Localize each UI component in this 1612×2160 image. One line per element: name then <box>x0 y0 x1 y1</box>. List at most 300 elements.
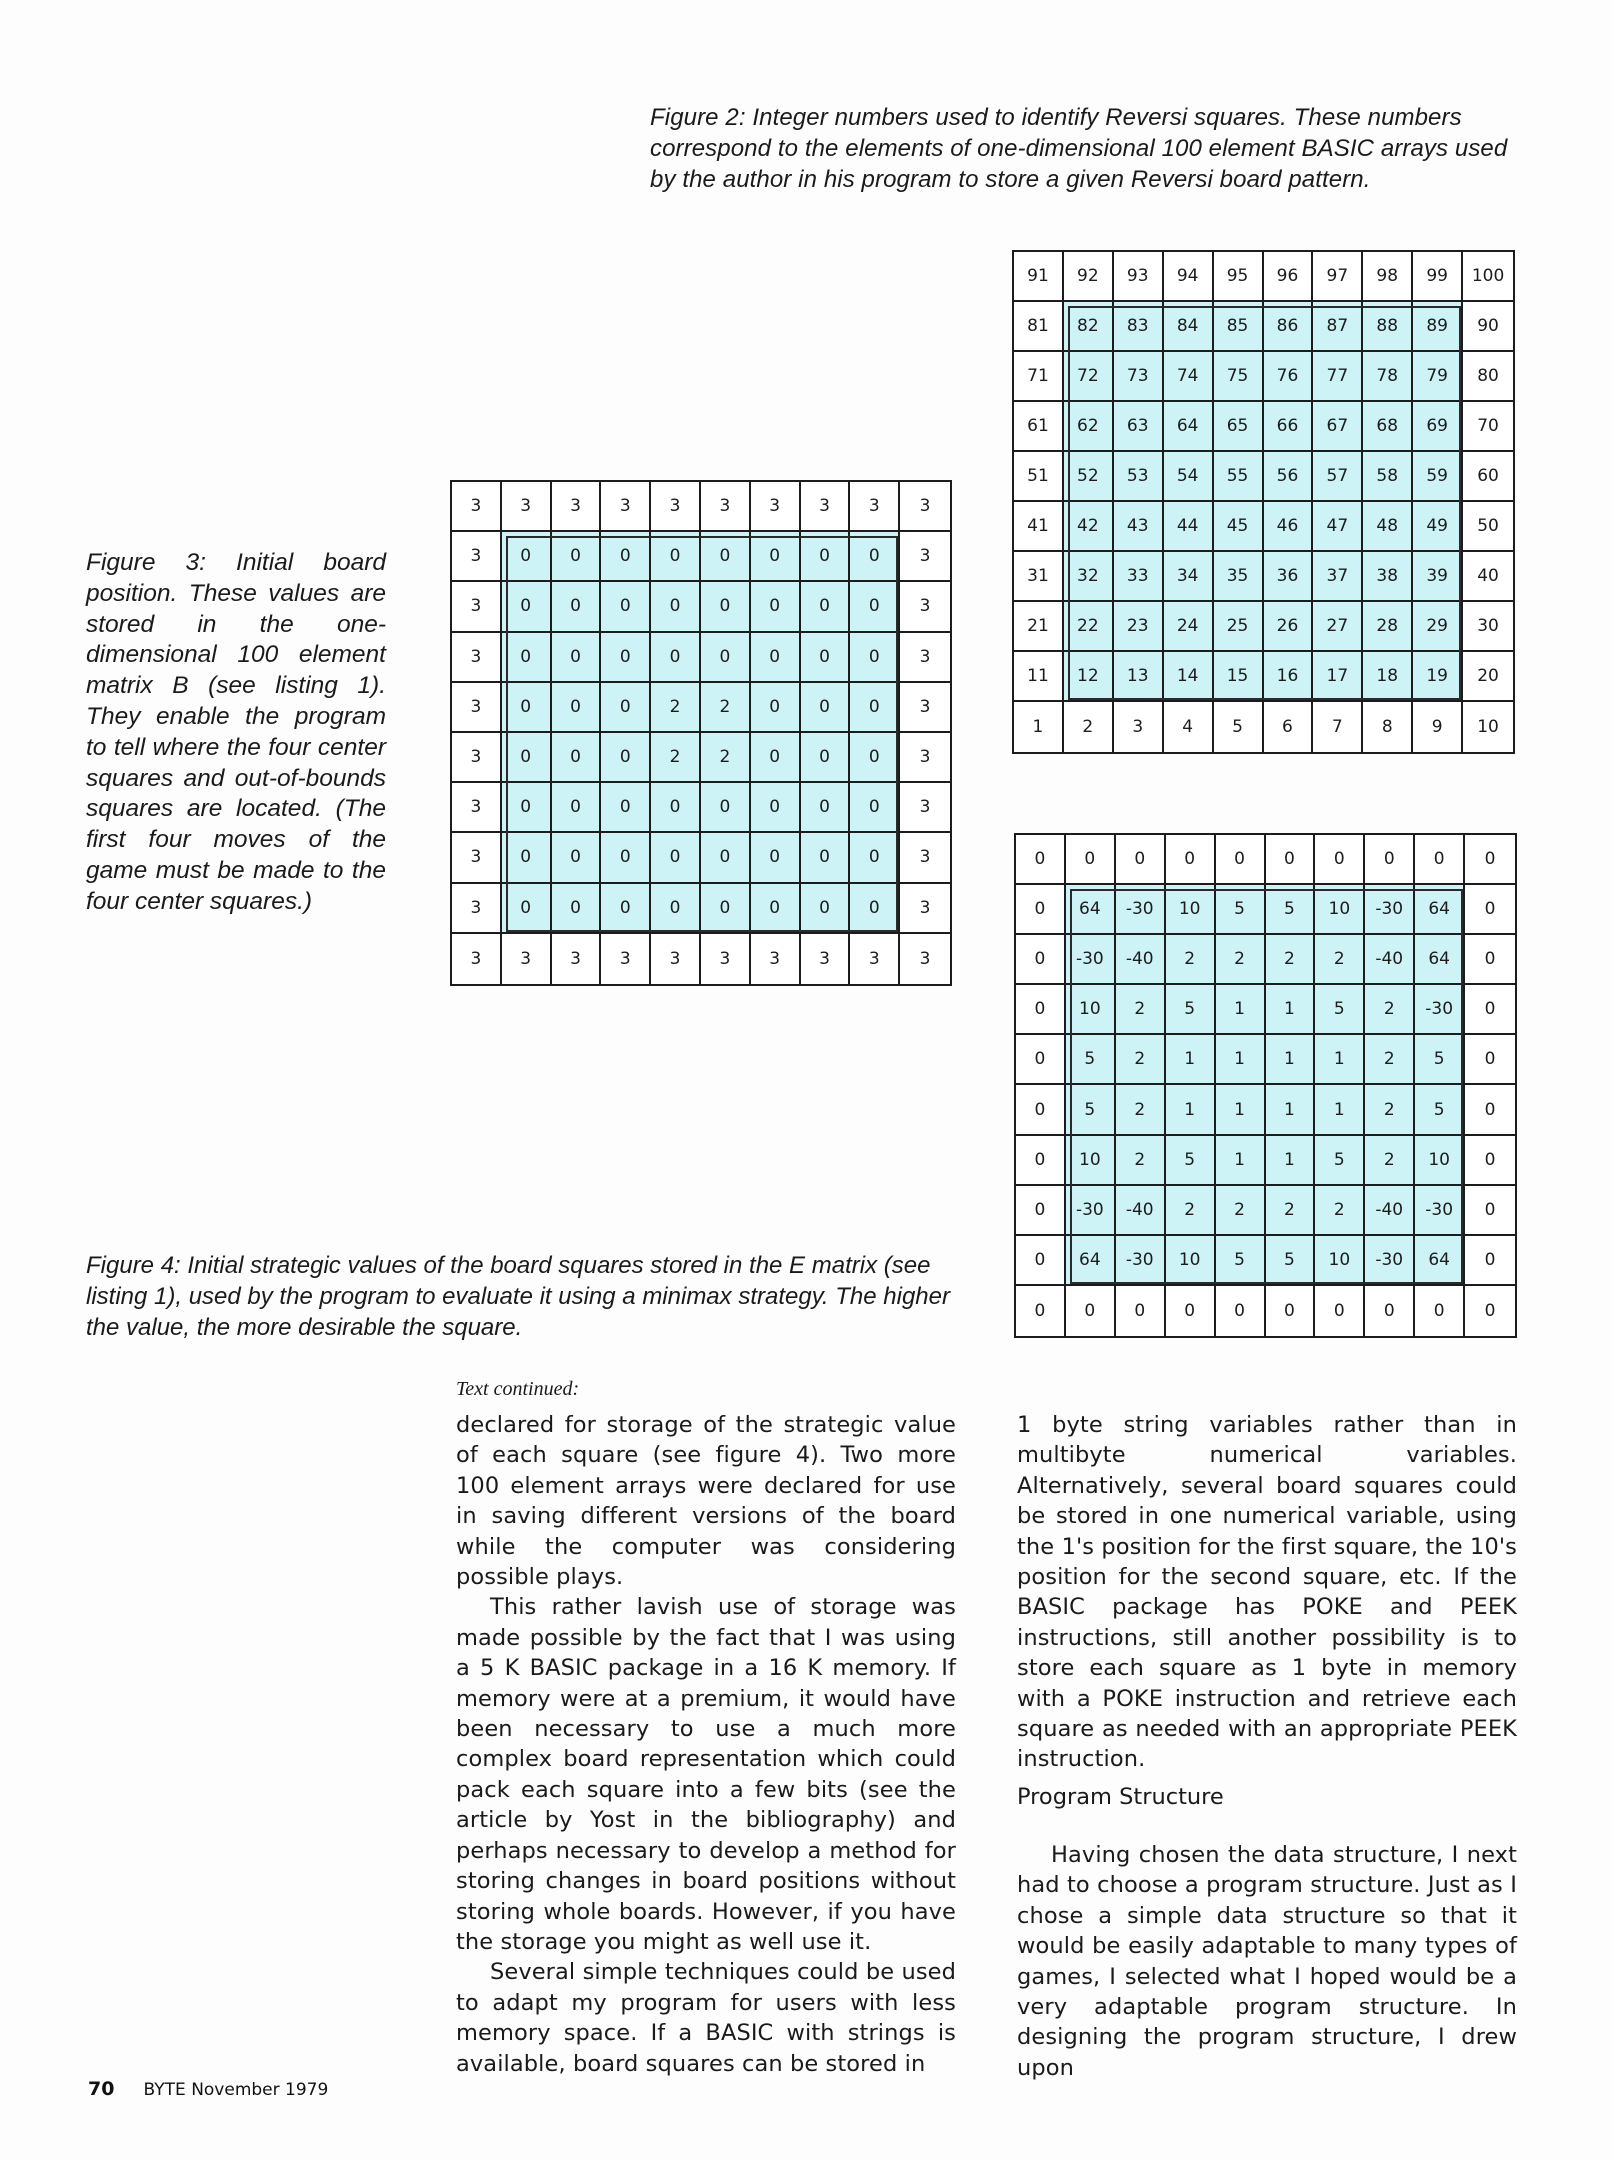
grid-cell: 43 <box>1114 502 1164 552</box>
grid-cell: 61 <box>1014 402 1064 452</box>
grid-cell: 54 <box>1164 452 1214 502</box>
grid-cell: -40 <box>1116 935 1166 985</box>
grid-cell: 3 <box>701 482 751 532</box>
grid-cell: 2 <box>1365 985 1415 1035</box>
grid-cell: 3 <box>801 482 851 532</box>
grid-cell: 49 <box>1413 502 1463 552</box>
grid-cell: 0 <box>751 532 801 582</box>
grid-cell: 2 <box>1315 1186 1365 1236</box>
grid-cell: 1 <box>1315 1035 1365 1085</box>
grid-cell: 20 <box>1463 652 1513 702</box>
grid-cell: 0 <box>502 733 552 783</box>
grid-cell: -30 <box>1365 885 1415 935</box>
grid-cell: 0 <box>850 884 900 934</box>
grid-cell: 0 <box>1016 1186 1066 1236</box>
grid-cell: 16 <box>1264 652 1314 702</box>
grid-cell: 0 <box>801 633 851 683</box>
grid-cell: 0 <box>850 582 900 632</box>
article-left-column <box>456 1410 956 2079</box>
grid-cell: 70 <box>1463 402 1513 452</box>
grid-cell: 0 <box>1016 1236 1066 1286</box>
grid-cell: 3 <box>850 934 900 984</box>
grid-cell: 2 <box>1116 1035 1166 1085</box>
grid-cell: 55 <box>1214 452 1264 502</box>
grid-cell: 2 <box>701 683 751 733</box>
grid-cell: 0 <box>751 633 801 683</box>
grid-cell: 0 <box>651 833 701 883</box>
grid-cell: 2 <box>1064 702 1114 752</box>
figure-2-square-index-grid <box>1012 250 1515 754</box>
paragraph: This rather lavish use of storage was made possible by the fact that I was using a 5 K BASIC package in a 16 K memory. If memory were at a premium, it would have been necessary to use a much more complex board representation which could pack each square into a few bits (see the article by Yost in the bibliography) and perhaps necessary to develop a method for storing changes in board positions without storing whole boards. However, if you have the storage you might as well use it. <box>456 1594 956 1955</box>
grid-cell: 3 <box>651 934 701 984</box>
grid-cell: 0 <box>1415 835 1465 885</box>
section-heading-program-structure: Program Structure <box>1017 1784 1224 1810</box>
grid-cell: 3 <box>552 482 602 532</box>
grid-cell: 0 <box>850 683 900 733</box>
grid-cell: 94 <box>1164 252 1214 302</box>
text-continued-label: Text continued: <box>456 1378 580 1400</box>
grid-cell: 0 <box>701 532 751 582</box>
grid-cell: 35 <box>1214 552 1264 602</box>
grid-cell: 0 <box>552 582 602 632</box>
grid-cell: 5 <box>1066 1085 1116 1135</box>
grid-cell: 0 <box>552 783 602 833</box>
grid-cell: 3 <box>900 532 950 582</box>
paragraph: Several simple techniques could be used to adapt my program for users with less memory space. If a BASIC with strings is available, board squares can be stored in <box>456 1959 956 2077</box>
grid-cell: 42 <box>1064 502 1114 552</box>
grid-cell: 0 <box>601 884 651 934</box>
grid-cell: 5 <box>1166 985 1216 1035</box>
grid-cell: 10 <box>1066 1136 1116 1186</box>
grid-cell: 33 <box>1114 552 1164 602</box>
grid-cell: 0 <box>601 633 651 683</box>
grid-cell: 3 <box>900 833 950 883</box>
grid-cell: 3 <box>452 833 502 883</box>
grid-cell: 1 <box>1266 1035 1316 1085</box>
grid-cell: 0 <box>552 833 602 883</box>
grid-cell: 100 <box>1463 252 1513 302</box>
figure-3-initial-board-grid <box>450 480 952 986</box>
grid-cell: 0 <box>601 733 651 783</box>
grid-cell: 5 <box>1214 702 1264 752</box>
grid-cell: 67 <box>1313 402 1363 452</box>
grid-cell: 3 <box>502 934 552 984</box>
grid-cell: 29 <box>1413 602 1463 652</box>
grid-cell: 0 <box>1465 1236 1515 1286</box>
grid-cell: 53 <box>1114 452 1164 502</box>
grid-cell: 0 <box>801 683 851 733</box>
paragraph: 1 byte string variables rather than in multibyte numerical variables. Alternatively, several board squares could be stored in one numerical variable, using the 1's position for the first square, the 10's position for the second square, etc. If the BASIC package has POKE and PEEK instructions, still another possibility is to store each square as 1 byte in memory with a POKE instruction and retrieve each square as needed with an appropriate PEEK instruction. <box>1017 1412 1517 1773</box>
grid-cell: 64 <box>1066 885 1116 935</box>
grid-cell: 0 <box>502 532 552 582</box>
grid-cell: 0 <box>1216 835 1266 885</box>
grid-cell: 3 <box>900 683 950 733</box>
grid-cell: 1 <box>1266 1136 1316 1186</box>
grid-cell: 0 <box>801 582 851 632</box>
grid-cell: 0 <box>1465 1186 1515 1236</box>
grid-cell: 15 <box>1214 652 1264 702</box>
grid-cell: 5 <box>1266 1236 1316 1286</box>
grid-cell: 3 <box>900 582 950 632</box>
grid-cell: 0 <box>1465 1085 1515 1135</box>
grid-cell: 26 <box>1264 602 1314 652</box>
grid-cell: 5 <box>1166 1136 1216 1186</box>
grid-cell: 0 <box>1465 1035 1515 1085</box>
grid-cell: 46 <box>1264 502 1314 552</box>
grid-cell: 89 <box>1413 302 1463 352</box>
grid-cell: 0 <box>1465 935 1515 985</box>
grid-cell: 48 <box>1363 502 1413 552</box>
grid-cell: 3 <box>452 783 502 833</box>
grid-cell: 0 <box>701 884 751 934</box>
grid-cell: 10 <box>1315 885 1365 935</box>
grid-cell: 32 <box>1064 552 1114 602</box>
grid-cell: 17 <box>1313 652 1363 702</box>
grid-cell: 0 <box>1016 1035 1066 1085</box>
grid-cell: 0 <box>801 733 851 783</box>
grid-cell: 84 <box>1164 302 1214 352</box>
grid-cell: 91 <box>1014 252 1064 302</box>
grid-cell: 60 <box>1463 452 1513 502</box>
grid-cell: 68 <box>1363 402 1413 452</box>
grid-cell: 30 <box>1463 602 1513 652</box>
grid-cell: -30 <box>1116 885 1166 935</box>
grid-cell: 3 <box>900 733 950 783</box>
grid-cell: 82 <box>1064 302 1114 352</box>
grid-cell: 65 <box>1214 402 1264 452</box>
grid-cell: 9 <box>1413 702 1463 752</box>
grid-cell: 0 <box>850 783 900 833</box>
grid-cell: 0 <box>1216 1286 1266 1336</box>
grid-cell: 0 <box>1365 1286 1415 1336</box>
grid-cell: 0 <box>601 783 651 833</box>
grid-cell: 5 <box>1415 1035 1465 1085</box>
grid-cell: 0 <box>651 633 701 683</box>
grid-cell: 0 <box>552 633 602 683</box>
grid-cell: 1 <box>1216 1085 1266 1135</box>
grid-cell: 0 <box>552 683 602 733</box>
figure-2-caption: Figure 2: Integer numbers used to identify Reversi squares. These numbers correspond to the elements of one-dimensional 100 element BASIC arrays used by the author in his program to store a given Reversi board pattern. <box>650 104 1508 193</box>
grid-cell: 58 <box>1363 452 1413 502</box>
grid-cell: 3 <box>900 783 950 833</box>
grid-cell: 0 <box>552 733 602 783</box>
grid-cell: 0 <box>850 633 900 683</box>
grid-cell: 0 <box>801 532 851 582</box>
grid-cell: 36 <box>1264 552 1314 602</box>
grid-cell: 41 <box>1014 502 1064 552</box>
grid-cell: 0 <box>651 532 701 582</box>
grid-cell: 59 <box>1413 452 1463 502</box>
grid-cell: 52 <box>1064 452 1114 502</box>
grid-cell: 0 <box>1016 1286 1066 1336</box>
grid-cell: 2 <box>1365 1136 1415 1186</box>
grid-cell: 1 <box>1216 985 1266 1035</box>
figure-4-strategic-values-grid <box>1014 833 1517 1338</box>
grid-cell: 64 <box>1164 402 1214 452</box>
grid-cell: 0 <box>801 884 851 934</box>
grid-cell: 3 <box>452 884 502 934</box>
grid-cell: 0 <box>1016 885 1066 935</box>
grid-cell: 69 <box>1413 402 1463 452</box>
grid-cell: 0 <box>601 833 651 883</box>
grid-cell: 2 <box>1365 1035 1415 1085</box>
grid-cell: 0 <box>1116 835 1166 885</box>
grid-cell: 3 <box>751 934 801 984</box>
grid-cell: 45 <box>1214 502 1264 552</box>
grid-cell: 10 <box>1166 1236 1216 1286</box>
grid-cell: 14 <box>1164 652 1214 702</box>
grid-cell: 12 <box>1064 652 1114 702</box>
grid-cell: 5 <box>1266 885 1316 935</box>
grid-cell: 57 <box>1313 452 1363 502</box>
grid-cell: 75 <box>1214 352 1264 402</box>
grid-cell: 0 <box>1315 835 1365 885</box>
grid-cell: 0 <box>601 582 651 632</box>
grid-cell: 34 <box>1164 552 1214 602</box>
grid-cell: 3 <box>452 733 502 783</box>
grid-cell: 80 <box>1463 352 1513 402</box>
grid-cell: 3 <box>502 482 552 532</box>
grid-cell: 1 <box>1216 1035 1266 1085</box>
grid-cell: 40 <box>1463 552 1513 602</box>
grid-cell: 0 <box>1016 1085 1066 1135</box>
grid-cell: 0 <box>601 683 651 733</box>
grid-cell: 0 <box>651 783 701 833</box>
figure-3-caption: Figure 3: Initial board position. These values are stored in the one-dimensional 100 element matrix B (see listing 1). They enable the program to tell where the four center squares and out-of-bounds squares are located. (The first four moves of the game must be made to the four center squares.) <box>86 549 386 915</box>
grid-cell: 10 <box>1166 885 1216 935</box>
grid-cell: 0 <box>850 733 900 783</box>
grid-cell: -30 <box>1365 1236 1415 1286</box>
grid-cell: 0 <box>651 582 701 632</box>
grid-cell: 0 <box>1166 835 1216 885</box>
grid-cell: 1 <box>1266 985 1316 1035</box>
grid-cell: 0 <box>601 532 651 582</box>
grid-cell: 0 <box>651 884 701 934</box>
grid-cell: 50 <box>1463 502 1513 552</box>
grid-cell: 0 <box>701 633 751 683</box>
grid-cell: 3 <box>900 633 950 683</box>
grid-cell: 10 <box>1066 985 1116 1035</box>
grid-cell: 66 <box>1264 402 1314 452</box>
grid-cell: 1 <box>1166 1085 1216 1135</box>
figure-4-caption: Figure 4: Initial strategic values of the board squares stored in the E matrix (see listing 1), used by the program to evaluate it using a minimax strategy. The higher the value, the more desirable the square. <box>86 1252 950 1341</box>
grid-cell: -30 <box>1415 985 1465 1035</box>
grid-cell: 0 <box>1016 985 1066 1035</box>
grid-cell: 19 <box>1413 652 1463 702</box>
grid-cell: 11 <box>1014 652 1064 702</box>
paragraph: Having chosen the data structure, I next had to choose a program structure. Just as I chose a simple data structure so that it would be easily adaptable to many types of games, I selected what I hoped would be a very adaptable program structure. In designing the program structure, I drew upon <box>1017 1842 1517 2081</box>
grid-cell: 0 <box>1266 1286 1316 1336</box>
grid-cell: 1 <box>1014 702 1064 752</box>
grid-cell: 10 <box>1315 1236 1365 1286</box>
grid-cell: 0 <box>502 582 552 632</box>
grid-cell: 0 <box>751 582 801 632</box>
grid-cell: 25 <box>1214 602 1264 652</box>
grid-cell: 3 <box>900 884 950 934</box>
grid-cell: 0 <box>502 884 552 934</box>
program-structure-body <box>1017 1840 1517 2083</box>
grid-cell: 2 <box>1216 935 1266 985</box>
grid-cell: 1 <box>1216 1136 1266 1186</box>
grid-cell: 2 <box>1315 935 1365 985</box>
grid-cell: 3 <box>452 934 502 984</box>
grid-cell: 2 <box>1116 1136 1166 1186</box>
grid-cell: 5 <box>1066 1035 1116 1085</box>
grid-cell: 2 <box>1266 1186 1316 1236</box>
grid-cell: 63 <box>1114 402 1164 452</box>
grid-cell: 2 <box>1116 1085 1166 1135</box>
grid-cell: 31 <box>1014 552 1064 602</box>
grid-cell: 64 <box>1415 1236 1465 1286</box>
grid-cell: 5 <box>1216 885 1266 935</box>
article-right-column <box>1017 1410 1517 1775</box>
grid-cell: 0 <box>1066 1286 1116 1336</box>
grid-cell: 0 <box>801 833 851 883</box>
grid-cell: 95 <box>1214 252 1264 302</box>
grid-cell: 62 <box>1064 402 1114 452</box>
grid-cell: 2 <box>1166 935 1216 985</box>
grid-cell: 23 <box>1114 602 1164 652</box>
grid-cell: 0 <box>1016 1136 1066 1186</box>
grid-cell: 2 <box>651 683 701 733</box>
grid-cell: 1 <box>1266 1085 1316 1135</box>
grid-cell: 3 <box>801 934 851 984</box>
grid-cell: 3 <box>452 482 502 532</box>
grid-cell: 79 <box>1413 352 1463 402</box>
grid-cell: 0 <box>751 884 801 934</box>
grid-cell: 0 <box>751 833 801 883</box>
grid-cell: 0 <box>1016 935 1066 985</box>
grid-cell: 0 <box>701 783 751 833</box>
grid-cell: 37 <box>1313 552 1363 602</box>
grid-cell: 90 <box>1463 302 1513 352</box>
grid-cell: 0 <box>801 783 851 833</box>
grid-cell: 0 <box>1415 1286 1465 1336</box>
grid-cell: 0 <box>701 582 751 632</box>
grid-cell: 0 <box>1365 835 1415 885</box>
grid-cell: 2 <box>1216 1186 1266 1236</box>
grid-cell: 3 <box>651 482 701 532</box>
grid-cell: 10 <box>1415 1136 1465 1186</box>
grid-cell: 3 <box>452 683 502 733</box>
grid-cell: 0 <box>1166 1286 1216 1336</box>
grid-cell: 3 <box>452 582 502 632</box>
grid-cell: 64 <box>1066 1236 1116 1286</box>
grid-cell: 38 <box>1363 552 1413 602</box>
grid-cell: 83 <box>1114 302 1164 352</box>
grid-cell: 5 <box>1315 985 1365 1035</box>
grid-cell: 44 <box>1164 502 1214 552</box>
grid-cell: 85 <box>1214 302 1264 352</box>
grid-cell: 78 <box>1363 352 1413 402</box>
grid-cell: 2 <box>1266 935 1316 985</box>
grid-cell: 13 <box>1114 652 1164 702</box>
grid-cell: 5 <box>1315 1136 1365 1186</box>
grid-cell: 0 <box>1465 885 1515 935</box>
grid-cell: 4 <box>1164 702 1214 752</box>
grid-cell: 7 <box>1313 702 1363 752</box>
grid-cell: 6 <box>1264 702 1314 752</box>
grid-cell: 2 <box>1166 1186 1216 1236</box>
grid-cell: -40 <box>1116 1186 1166 1236</box>
grid-cell: -30 <box>1415 1186 1465 1236</box>
grid-cell: 10 <box>1477 717 1499 737</box>
grid-cell: 0 <box>1016 835 1066 885</box>
grid-cell: 0 <box>701 833 751 883</box>
grid-cell: 8 <box>1363 702 1413 752</box>
grid-cell: 0 <box>1066 835 1116 885</box>
grid-cell: 27 <box>1313 602 1363 652</box>
grid-cell: 39 <box>1413 552 1463 602</box>
grid-cell: 0 <box>751 783 801 833</box>
grid-cell: 5 <box>1415 1085 1465 1135</box>
grid-cell: 3 <box>601 934 651 984</box>
grid-cell: 73 <box>1114 352 1164 402</box>
grid-cell: 0 <box>1465 1136 1515 1186</box>
grid-cell: 3 <box>552 934 602 984</box>
grid-cell: 0 <box>502 683 552 733</box>
page-number: 70 <box>88 2078 115 2100</box>
grid-cell: -40 <box>1365 935 1415 985</box>
grid-cell: 47 <box>1313 502 1363 552</box>
grid-cell: 0 <box>502 783 552 833</box>
grid-cell: 28 <box>1363 602 1413 652</box>
grid-cell: 1 <box>1166 1035 1216 1085</box>
grid-cell: 93 <box>1114 252 1164 302</box>
grid-cell: -30 <box>1066 1186 1116 1236</box>
grid-cell: 3 <box>751 482 801 532</box>
grid-cell: 3 <box>900 482 950 532</box>
grid-cell: 22 <box>1064 602 1114 652</box>
paragraph: declared for storage of the strategic value of each square (see figure 4). Two more 100 element arrays were declared for use in saving different versions of the board while the computer was considering possible plays. <box>456 1412 956 1591</box>
grid-cell: 64 <box>1415 885 1465 935</box>
grid-cell: 0 <box>1465 985 1515 1035</box>
grid-cell: 5 <box>1216 1236 1266 1286</box>
grid-cell: 3 <box>701 934 751 984</box>
grid-cell: 86 <box>1264 302 1314 352</box>
grid-cell: 0 <box>1266 835 1316 885</box>
grid-cell: 2 <box>1116 985 1166 1035</box>
grid-cell: 0 <box>850 833 900 883</box>
grid-cell: -30 <box>1066 935 1116 985</box>
grid-cell: 18 <box>1363 652 1413 702</box>
grid-cell: -30 <box>1116 1236 1166 1286</box>
grid-cell: 24 <box>1164 602 1214 652</box>
grid-cell: 2 <box>701 733 751 783</box>
grid-cell: 3 <box>919 948 931 969</box>
grid-cell: 0 <box>502 833 552 883</box>
grid-cell: 21 <box>1014 602 1064 652</box>
grid-cell: -40 <box>1365 1186 1415 1236</box>
grid-cell: 74 <box>1164 352 1214 402</box>
grid-cell: 3 <box>452 532 502 582</box>
grid-cell: 3 <box>601 482 651 532</box>
grid-cell: 1 <box>1315 1085 1365 1135</box>
grid-cell: 3 <box>1114 702 1164 752</box>
grid-cell: 0 <box>1484 1300 1496 1321</box>
grid-cell: 56 <box>1264 452 1314 502</box>
grid-cell: 64 <box>1415 935 1465 985</box>
grid-cell: 97 <box>1313 252 1363 302</box>
grid-cell: 98 <box>1363 252 1413 302</box>
page-footer <box>88 2078 328 2100</box>
grid-cell: 0 <box>552 884 602 934</box>
grid-cell: 0 <box>1465 835 1515 885</box>
grid-cell: 99 <box>1413 252 1463 302</box>
grid-cell: 2 <box>651 733 701 783</box>
grid-cell: 88 <box>1363 302 1413 352</box>
grid-cell: 76 <box>1264 352 1314 402</box>
